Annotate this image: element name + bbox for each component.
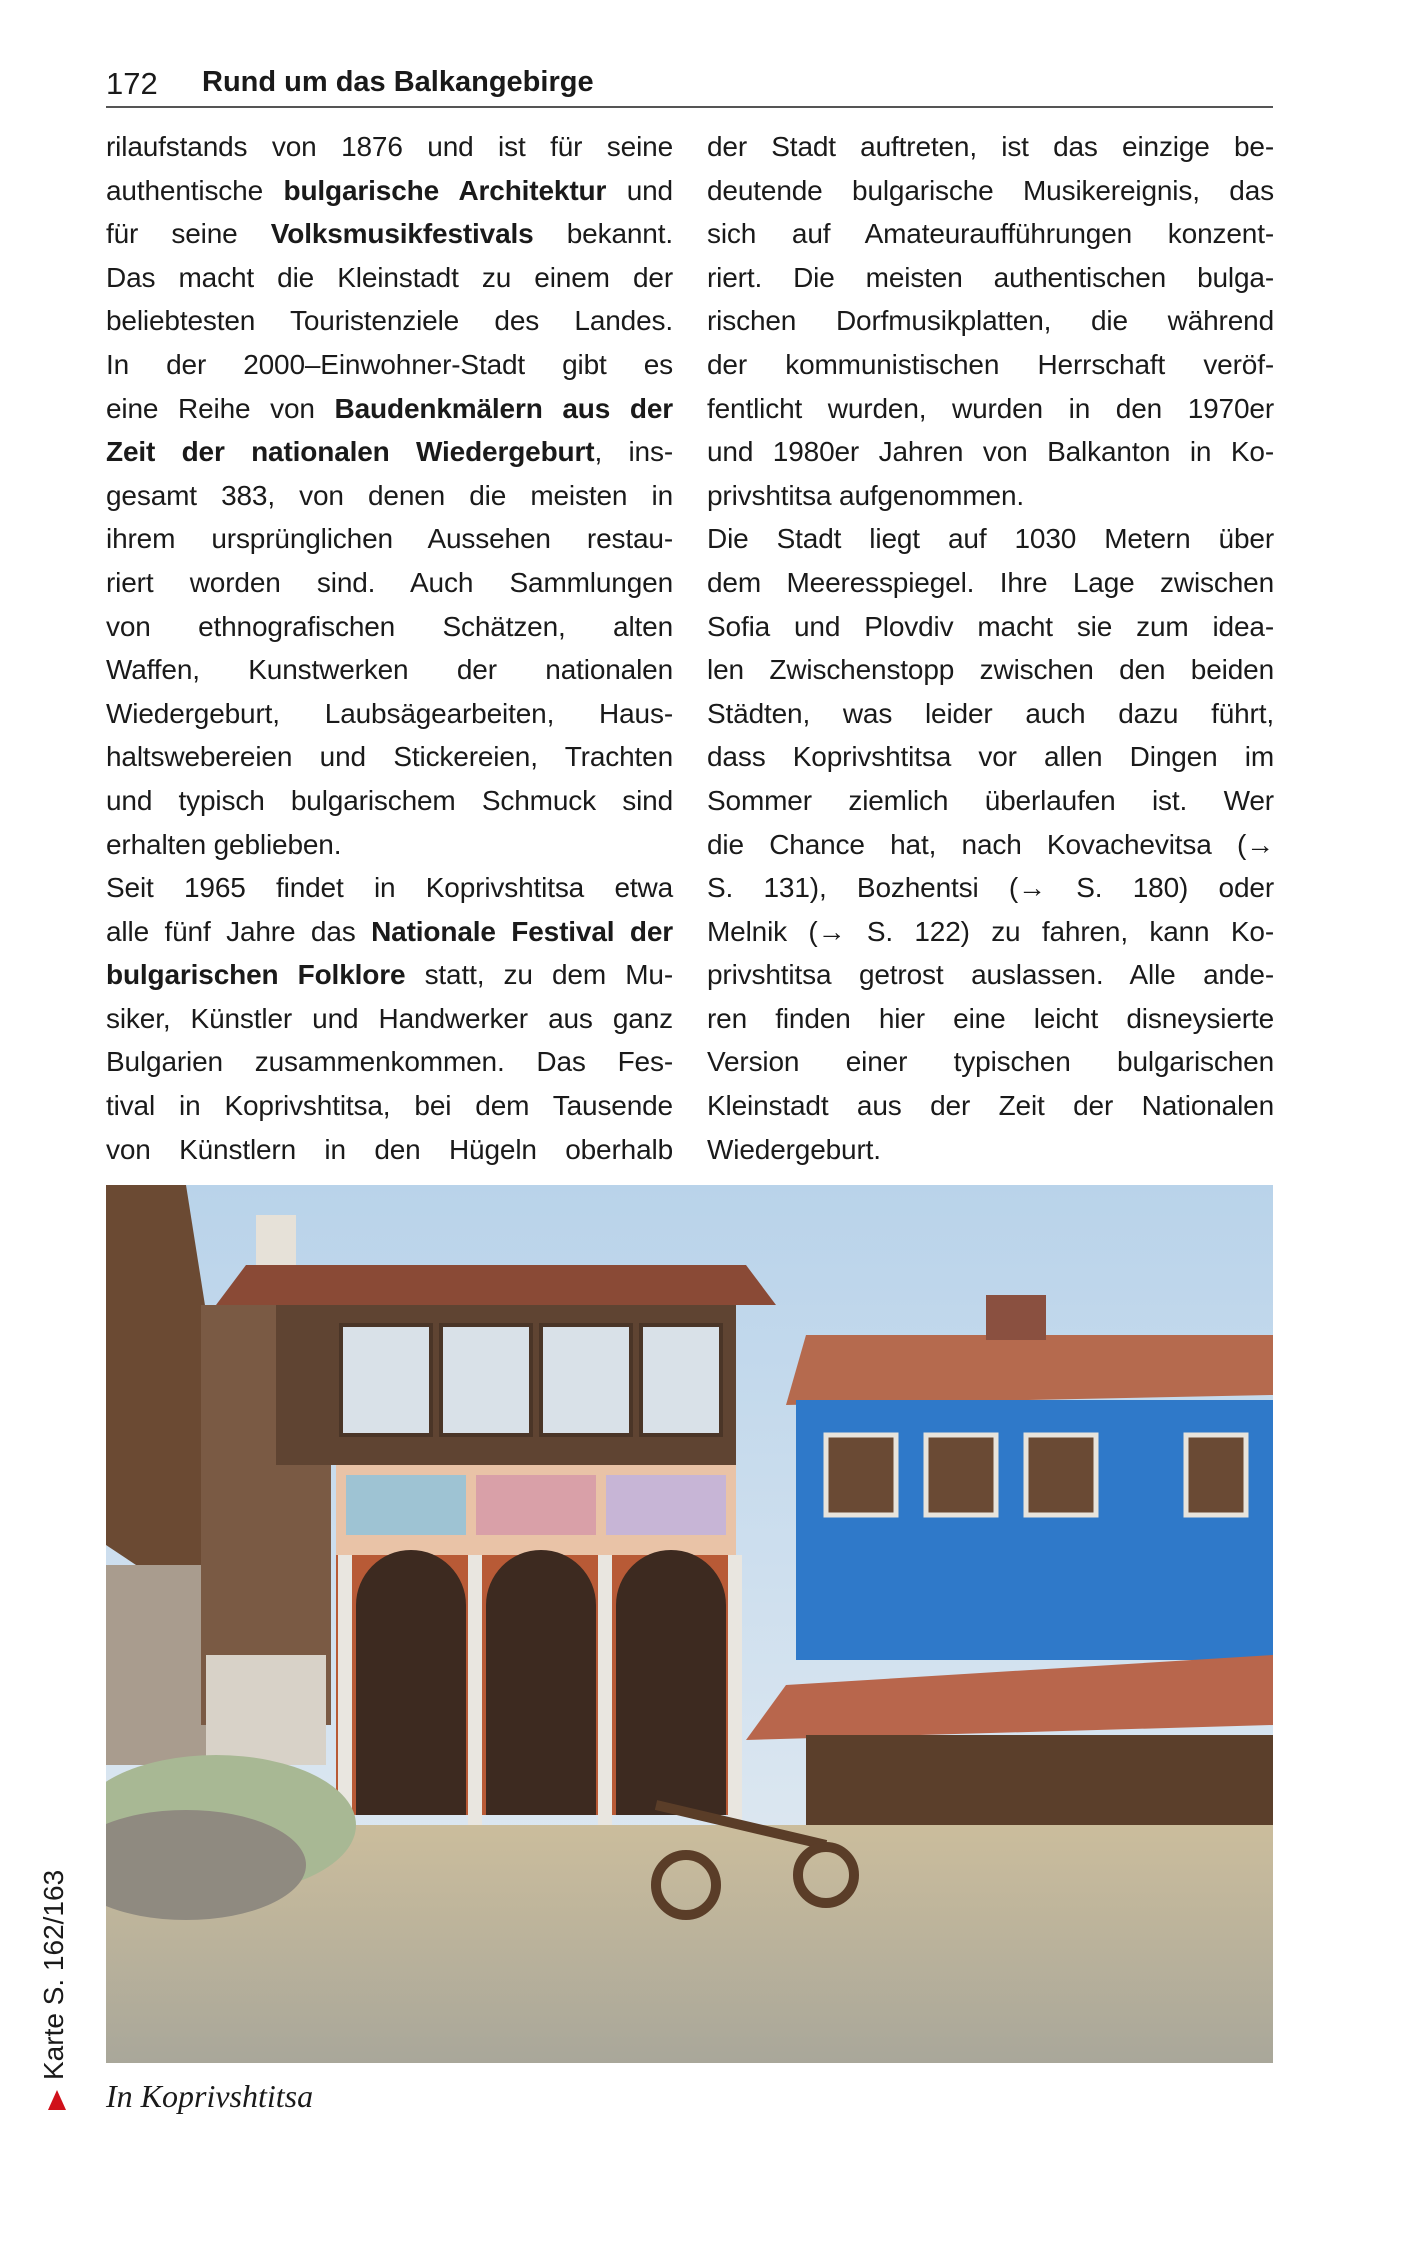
text-line <box>707 256 1274 300</box>
text-line <box>707 997 1274 1041</box>
text-run: dass Koprivshtitsa vor allen Dingen im <box>707 741 1274 773</box>
text-run: Version einer typischen bulgarischen <box>707 1046 1274 1078</box>
bold-text: Zeit der nationalen Wiedergeburt <box>106 436 595 468</box>
text-run: sich auf Amateuraufführungen konzent- <box>707 218 1274 250</box>
text-run: erhalten geblieben. <box>106 828 342 860</box>
text-run: rischen Dorfmusikplatten, die während <box>707 305 1274 337</box>
text-run: von Künstlern in den Hügeln oberhalb <box>106 1133 673 1165</box>
text-run: gesamt 383, von denen die meisten in <box>106 479 673 511</box>
text-run: statt, zu dem Mu- <box>405 959 673 991</box>
text-run: von ethnografischen Schätzen, alten <box>106 610 673 642</box>
text-run: und <box>606 174 673 206</box>
text-line <box>106 561 673 605</box>
text-line <box>707 430 1274 474</box>
photo-illustration <box>106 1185 1273 2063</box>
text-run: fentlicht wurden, wurden in den 1970er <box>707 392 1274 424</box>
text-run: beliebtesten Touristenziele des Landes. <box>106 305 673 337</box>
bold-text: Nationale Festival der <box>371 915 673 947</box>
text-run: S. 131), Bozhentsi (→ S. 180) oder <box>707 872 1274 904</box>
text-run: rilaufstands von 1876 und ist für seine <box>106 131 673 162</box>
text-run: riert. Die meisten authentischen bulga- <box>707 261 1274 293</box>
text-run: siker, Künstler und Handwerker aus ganz <box>106 1002 673 1034</box>
text-line <box>106 387 673 431</box>
text-line <box>707 692 1274 736</box>
bold-text: bulgarische Architektur <box>283 174 607 206</box>
text-run: ihrem ursprünglichen Aussehen restau- <box>106 523 673 555</box>
text-line <box>707 648 1274 692</box>
text-run: haltswebereien und Stickereien, Trachten <box>106 741 673 773</box>
text-run: Das macht die Kleinstadt zu einem der <box>106 261 673 293</box>
text-line <box>707 169 1274 213</box>
text-line <box>106 910 673 954</box>
text-line <box>106 997 673 1041</box>
text-run: Wiedergeburt. <box>707 1133 881 1165</box>
text-line <box>707 1040 1274 1084</box>
text-line <box>707 561 1274 605</box>
text-run: tival in Koprivshtitsa, bei dem Tausende <box>106 1090 673 1122</box>
photo-koprivshtitsa <box>106 1185 1273 2063</box>
text-line <box>707 953 1274 997</box>
text-line <box>707 387 1274 431</box>
text-run: privshtitsa getrost auslassen. Alle ande- <box>707 959 1274 991</box>
text-run: eine Reihe von <box>106 392 335 424</box>
text-run: Sofia und Plovdiv macht sie zum idea- <box>707 610 1274 642</box>
chapter-title: Rund um das Balkangebirge <box>202 66 594 98</box>
page-number: 172 <box>106 66 158 101</box>
text-line <box>707 1128 1274 1172</box>
text-run: , ins- <box>594 436 673 468</box>
text-line <box>106 212 673 256</box>
text-run: Sommer ziemlich überlaufen ist. Wer <box>707 784 1274 816</box>
text-run: alle fünf Jahre das <box>106 915 372 947</box>
text-line <box>106 823 673 867</box>
text-run: Die Stadt liegt auf 1030 Metern über <box>707 523 1274 555</box>
text-column-right <box>707 125 1274 1171</box>
bold-text: Volksmusikfestivals <box>270 218 534 250</box>
text-line <box>707 605 1274 649</box>
text-line <box>106 735 673 779</box>
text-line <box>707 823 1274 867</box>
text-line <box>106 1128 673 1172</box>
text-run: Wiedergeburt, Laubsägearbeiten, Haus- <box>106 697 673 729</box>
bold-text: bulgarischen Folklore <box>106 959 406 991</box>
text-line <box>106 1084 673 1128</box>
text-run: der kommunistischen Herrschaft veröf- <box>707 348 1274 380</box>
text-line <box>707 125 1274 169</box>
text-line <box>707 212 1274 256</box>
text-run: len Zwischenstopp zwischen den beiden <box>707 654 1274 686</box>
text-line <box>707 343 1274 387</box>
text-line <box>707 910 1274 954</box>
text-line <box>106 648 673 692</box>
text-line <box>707 866 1274 910</box>
text-run: Kleinstadt aus der Zeit der Nationalen <box>707 1090 1274 1122</box>
text-line <box>106 474 673 518</box>
text-run: authentische <box>106 174 284 206</box>
text-line <box>707 1084 1274 1128</box>
text-run: privshtitsa aufgenommen. <box>707 479 1025 511</box>
text-line <box>106 692 673 736</box>
photo-caption: In Koprivshtitsa <box>106 2078 314 2114</box>
text-line <box>106 866 673 910</box>
text-line <box>106 125 673 169</box>
text-run: riert worden sind. Auch Sammlungen <box>106 566 673 598</box>
text-run: Melnik (→ S. 122) zu fahren, kann Ko- <box>707 915 1274 947</box>
text-line <box>707 474 1274 518</box>
text-line <box>106 779 673 823</box>
text-line <box>106 1040 673 1084</box>
text-line <box>707 779 1274 823</box>
text-line <box>106 343 673 387</box>
text-run: die Chance hat, nach Kovachevitsa (→ <box>707 828 1274 860</box>
text-run: Waffen, Kunstwerken der nationalen <box>106 654 673 686</box>
text-line <box>106 169 673 213</box>
text-run: Bulgarien zusammenkommen. Das Fes- <box>106 1046 673 1078</box>
running-header <box>106 62 1273 108</box>
text-run: Seit 1965 findet in Koprivshtitsa etwa <box>106 872 673 904</box>
text-column-left <box>106 125 673 1171</box>
text-run: und 1980er Jahren von Balkanton in Ko- <box>707 436 1274 468</box>
text-run: für seine <box>106 218 271 250</box>
triangle-marker-icon <box>48 2090 66 2110</box>
text-run: bekannt. <box>533 218 673 250</box>
text-run: der Stadt auftreten, ist das einzige be- <box>707 131 1274 162</box>
text-run: deutende bulgarische Musikereignis, das <box>707 174 1274 206</box>
text-run: ren finden hier eine leicht disneysierte <box>707 1002 1274 1034</box>
map-reference: Karte S. 162/163 <box>38 1869 69 2080</box>
text-run: und typisch bulgarischem Schmuck sind <box>106 784 673 816</box>
text-run: dem Meeresspiegel. Ihre Lage zwischen <box>707 566 1274 598</box>
text-line <box>106 430 673 474</box>
text-run: In der 2000–Einwohner-Stadt gibt es <box>106 348 673 380</box>
text-line <box>707 299 1274 343</box>
text-line <box>707 517 1274 561</box>
text-line <box>106 517 673 561</box>
text-line <box>106 299 673 343</box>
text-run: Städten, was leider auch dazu führt, <box>707 697 1274 729</box>
text-line <box>106 256 673 300</box>
text-line <box>106 605 673 649</box>
text-line <box>707 735 1274 779</box>
bold-text: Baudenkmälern aus der <box>334 392 673 424</box>
text-line <box>106 953 673 997</box>
